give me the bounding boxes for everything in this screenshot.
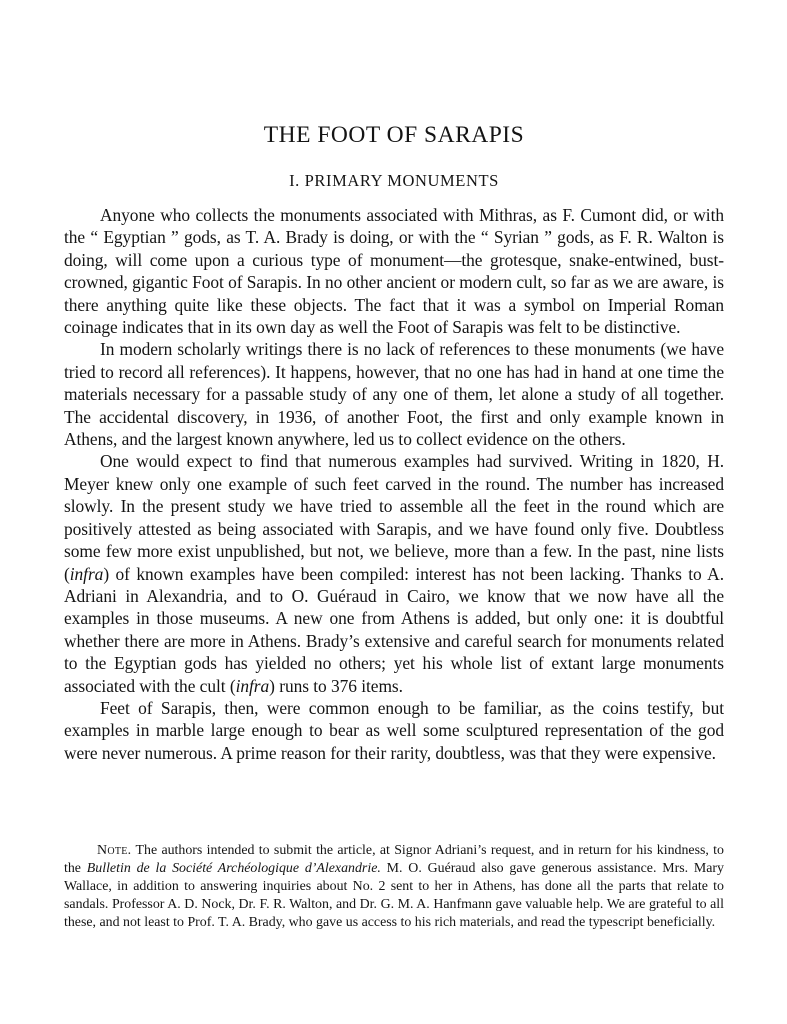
paragraph-3-text-b: ) of known examples have been compiled: interest has not been lacking. Thanks to A. Adriani in Alexandria, and to O. Guéraud in Cairo, we know that we now have all the examples in those museums. A new one from Athens is added, but only one: it is doubtful whether there are more in Athens. Brady’s extensive and careful search for monuments related to the Egyptian gods has yielded no others; yet his whole list of extant large monuments associated with the cult ( <box>64 563 724 696</box>
article-title: THE FOOT OF SARAPIS <box>263 122 525 148</box>
footnote-text-a: The authors intended to submit the article, at Signor Adriani’s request, and in return for his kindness, to the <box>64 843 724 877</box>
paragraph-2: In modern scholarly writings there is no lack of references to these monuments (we have tried to record all references). It happens, however, that no one has had in hand at one time the materials necessary for a passable study of any one of them, let alone a study of all together. The accidental discovery, in 1936, of another Foot, the first and only example known in Athens, and the largest known anywhere, led us to collect evidence on the others. <box>64 339 724 450</box>
footnote-text-b: M. O. Guéraud also gave generous assistance. Mrs. Mary Wallace, in addition to answering inquiries about No. 2 sent to her in Athens, has done all the parts that relate to sandals. Professor A. D. Nock, Dr. F. R. Walton, and Dr. G. M. A. Hanfmann gave valuable help. We are grateful to all these, and not least to Prof. T. A. Brady, who gave us access to his rich materials, and read the typescript beneficially. <box>64 861 724 931</box>
paragraph-3 <box>64 450 724 696</box>
paragraph-1: Anyone who collects the monuments associated with Mithras, as F. Cumont did, or with the “ Egyptian ” gods, as T. A. Brady is doing, or with the “ Syrian ” gods, as F. R. Walton is doing, will come upon a curious type of monument—the grotesque, snake-entwined, bust-crowned, gigantic Foot of Sarapis. In no other ancient or modern cult, so far as we are aware, is there anything quite like these objects. The fact that it was a symbol on Imperial Roman coinage indicates that in its own day as well the Foot of Sarapis was felt to be distinctive. <box>64 205 724 338</box>
paragraph-4: Feet of Sarapis, then, were common enough to be familiar, as the coins testify, but examples in marble large enough to bear as well some sculptured representation of the god were never numerous. A prime reason for their rarity, doubtless, was that they were expensive. <box>64 697 724 763</box>
section-heading: I. PRIMARY MONUMENTS <box>289 171 499 190</box>
footnote-label: Note. <box>97 843 132 858</box>
paragraph-3-italic-infra-2: infra <box>235 675 270 696</box>
article-body <box>64 204 724 764</box>
paragraph-3-text-c: ) runs to 376 items. <box>269 675 403 696</box>
footnote <box>64 842 724 932</box>
paragraph-3-text-a: One would expect to find that numerous examples had survived. Writing in 1820, H. Meyer knew only one example of such feet carved in the round. The number has increased slowly. In the present study we have tried to assemble all the feet in the round which are positively attested as being associated with Sarapis, and we have found only five. Doubtless some few more exist unpublished, but not, we believe, more than a few. In the past, nine lists ( <box>64 451 724 584</box>
paragraph-3-italic-infra-1: infra <box>69 563 104 584</box>
footnote-journal-title: Bulletin de la Société Archéologique d’Alexandrie. <box>86 861 381 877</box>
